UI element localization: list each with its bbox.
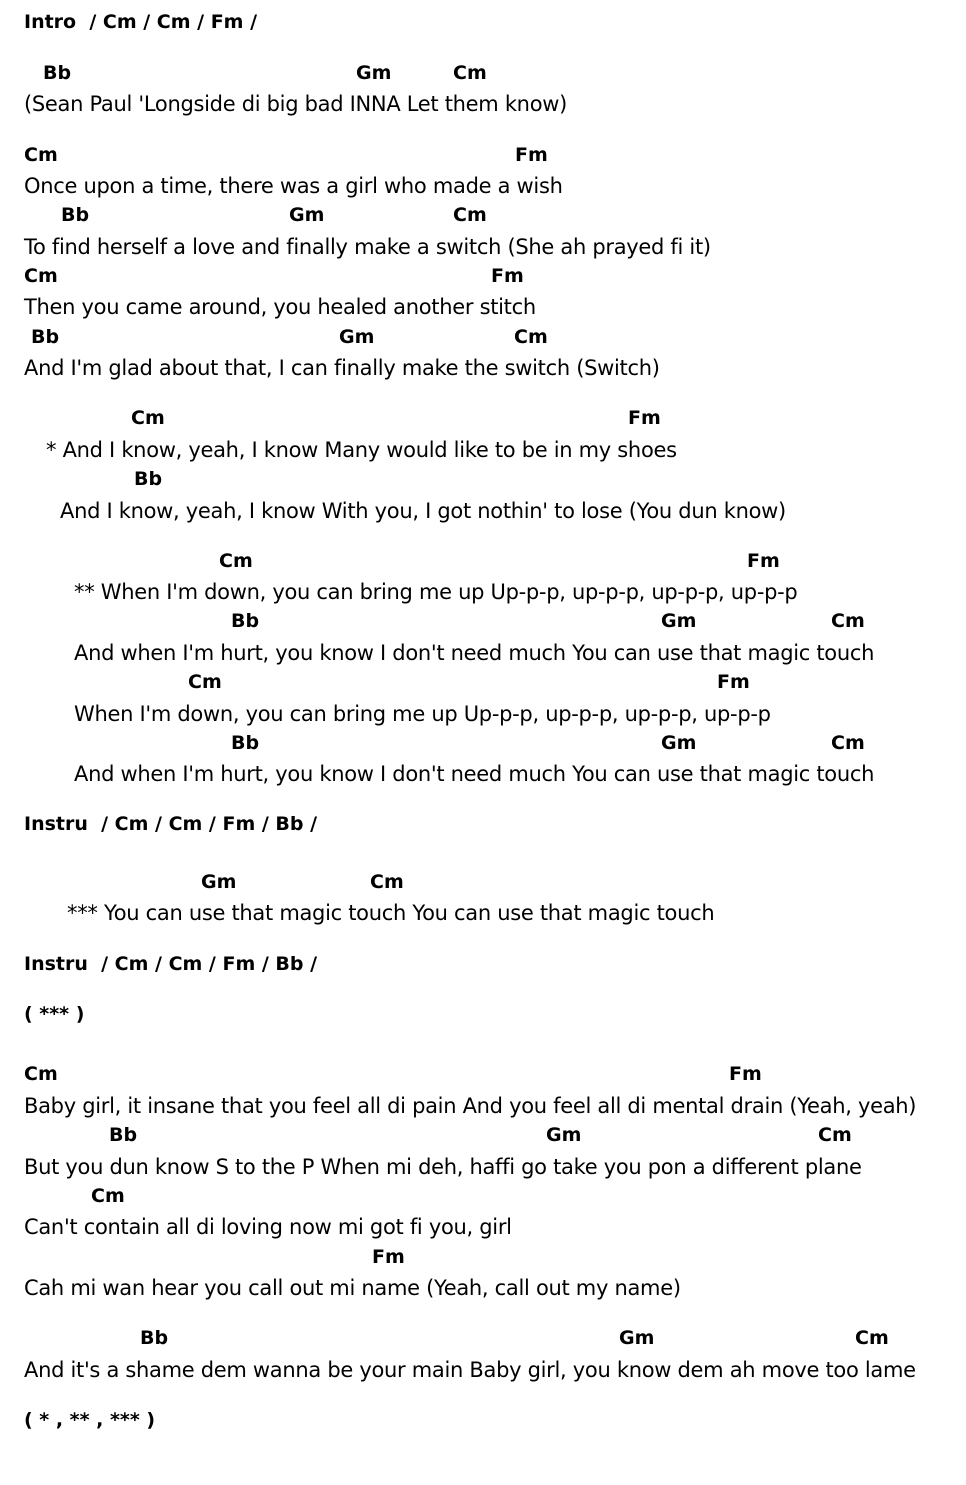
lyric-line: Baby girl, it insane that you feel all di pain And you feel all di mental drain (Yeah, yeah) <box>24 1094 917 1118</box>
chord: Bb <box>231 732 260 754</box>
lyric-line: And when I'm hurt, you know I don't need much You can use that magic touch <box>74 641 875 665</box>
chord: Gm <box>661 732 697 754</box>
chord: Bb <box>61 204 90 226</box>
chord: Fm <box>717 671 750 693</box>
lyric-line: And I know, yeah, I know With you, I got nothin' to lose (You dun know) <box>60 499 786 523</box>
chord: Fm <box>729 1063 762 1085</box>
chord: Gm <box>661 610 697 632</box>
chord: Gm <box>356 62 392 84</box>
lyric-line: And when I'm hurt, you know I don't need much You can use that magic touch <box>74 762 875 786</box>
chord: Cm <box>24 1063 58 1085</box>
lyric-line: *** You can use that magic touch You can use that magic touch <box>67 901 715 925</box>
lyric-line: Can't contain all di loving now mi got fi you, girl <box>24 1215 512 1239</box>
chord: Cm <box>514 326 548 348</box>
chord: Cm <box>831 610 865 632</box>
chord: Cm <box>453 204 487 226</box>
chord: Cm <box>131 407 165 429</box>
chord: Gm <box>201 871 237 893</box>
chord: Gm <box>289 204 325 226</box>
chord: Cm <box>818 1124 852 1146</box>
chord: Gm <box>619 1327 655 1349</box>
chord: Bb <box>43 62 72 84</box>
chord: Gm <box>546 1124 582 1146</box>
chord: Bb <box>231 610 260 632</box>
repeat-marker: ( *** ) <box>24 1003 85 1025</box>
chord: Bb <box>134 468 163 490</box>
chord: Fm <box>372 1246 405 1268</box>
lyric-line: And I'm glad about that, I can finally make the switch (Switch) <box>24 356 660 380</box>
section-intro: Intro / Cm / Cm / Fm / <box>24 11 258 33</box>
lyric-line: * And I know, yeah, I know Many would like to be in my shoes <box>46 438 677 462</box>
chord: Bb <box>31 326 60 348</box>
chord: Fm <box>491 265 524 287</box>
chord: Fm <box>628 407 661 429</box>
lyric-line: Cah mi wan hear you call out mi name (Yeah, call out my name) <box>24 1276 681 1300</box>
chord: Bb <box>109 1124 138 1146</box>
chord: Bb <box>140 1327 169 1349</box>
chord: Cm <box>831 732 865 754</box>
lyric-line: To find herself a love and finally make a switch (She ah prayed fi it) <box>24 235 711 259</box>
section-instru: Instru / Cm / Cm / Fm / Bb / <box>24 813 318 835</box>
lyric-line: Once upon a time, there was a girl who made a wish <box>24 174 563 198</box>
chord: Cm <box>453 62 487 84</box>
lyric-line: ** When I'm down, you can bring me up Up-p-p, up-p-p, up-p-p, up-p-p <box>74 580 798 604</box>
chord: Cm <box>24 144 58 166</box>
chord: Cm <box>91 1185 125 1207</box>
lyric-line: When I'm down, you can bring me up Up-p-p, up-p-p, up-p-p, up-p-p <box>74 702 771 726</box>
chord: Fm <box>515 144 548 166</box>
chord: Cm <box>370 871 404 893</box>
chord: Cm <box>855 1327 889 1349</box>
lyric-line: (Sean Paul 'Longside di big bad INNA Let them know) <box>24 92 568 116</box>
chord: Cm <box>219 550 253 572</box>
chord: Fm <box>747 550 780 572</box>
lyric-line: And it's a shame dem wanna be your main Baby girl, you know dem ah move too lame <box>24 1358 916 1382</box>
chord: Gm <box>339 326 375 348</box>
lyric-line: But you dun know S to the P When mi deh, haffi go take you pon a different plane <box>24 1155 862 1179</box>
chord: Cm <box>188 671 222 693</box>
lyric-line: Then you came around, you healed another stitch <box>24 295 536 319</box>
repeat-marker: ( * , ** , *** ) <box>24 1409 156 1431</box>
section-instru: Instru / Cm / Cm / Fm / Bb / <box>24 953 318 975</box>
chord: Cm <box>24 265 58 287</box>
